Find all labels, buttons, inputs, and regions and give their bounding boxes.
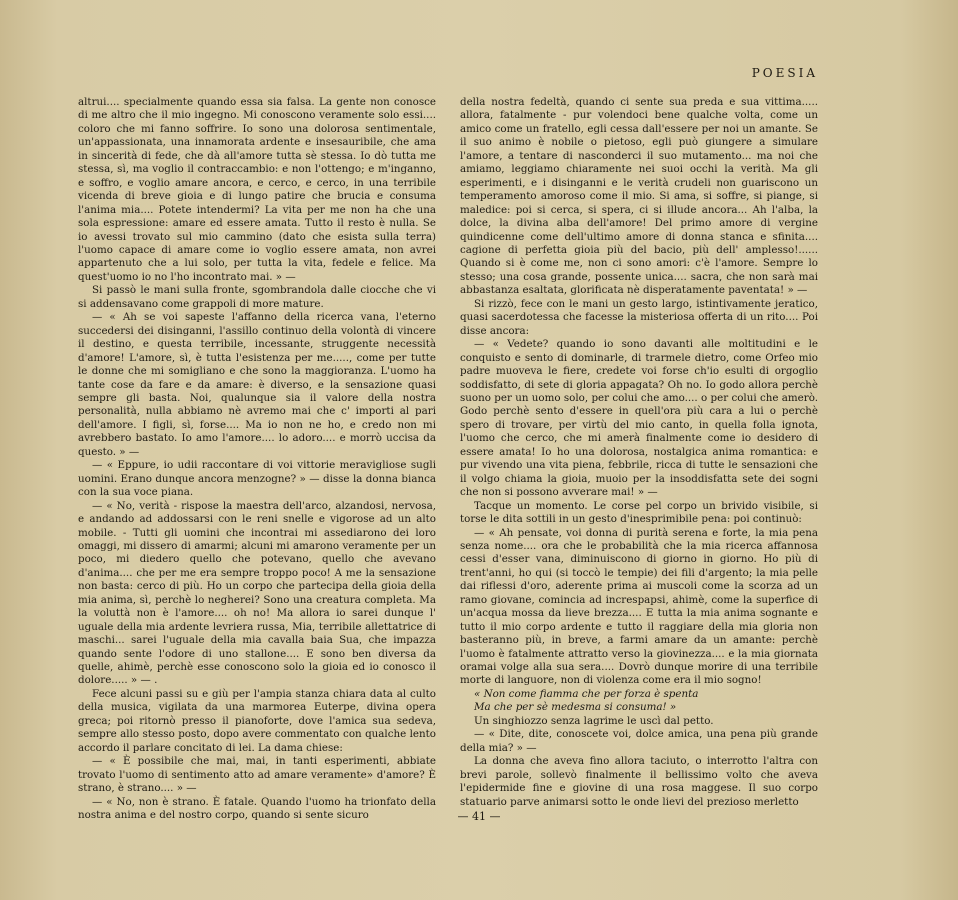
verse-line: Ma che per sè medesma si consuma! »: [474, 701, 677, 714]
paragraph: Tacque un momento. Le corse pel corpo un brivido visibile, si torse le dita sottili in un gesto d'inesprimibile pena: poi continuò:: [460, 499, 818, 526]
right-text-column: [460, 96, 818, 809]
paragraph: Un singhiozzo senza lagrime le uscì dal petto.: [474, 714, 714, 727]
paragraph: altrui.... specialmente quando essa sia falsa. La gente non conosce di me altro che il mio ingegno. Mi conoscono veramente solo essi.... coloro che mi fanno soffrire. Io sono una dolorosa sentimentale, un'appassionata, una innamorata ardente e insesauribile, che ama in sincerità di fede, che dà all'amore tutta sè stessa. Io dò tutta me stessa, sì, ma voglio il contraccambio: e non l'ottengo; e m'inganno, e soffro, e voglio amare ancora, e cerco, e cerco, in una terribile vicenda di breve gioia e di lungo patire che brucia e consuma l'anima mia.... Potete intendermi? La vita per me non ha che una sola espressione: amare ed essere amata. Tutto il resto è nulla. Se io avessi trovato sul mio cammino (dato che esista sulla terra) l'uomo capace di amare come io voglio essere amata, non avrei appartenuto che a lui solo, per tutta la vita, fedele e felice. Ma quest'uomo io no l'ho incontrato mai. » —: [78, 96, 436, 283]
paragraph: — « Vedete? quando io sono davanti alle moltitudini e le conquisto e sento di dominarle, di trarmele dietro, come Orfeo mio padre muoveva le fiere, credete voi forse ch'io esulti di orgoglio soddisfatto, di sete di gloria appagata? Oh no. Io godo allora perchè suono per un uomo solo, per colui che amo.... o per colui che amerò. Godo perchè sento d'essere in quell'ora più cara a lui o perchè spero di trovare, per virtù del mio canto, in quella folla ignota, l'uomo che cerco, che mi amerà finalmente come io desidero di essere amata! Io ho una dolorosa, nostalgica anima romantica: e pur vivendo una vita piena, febbrile, ricca di tutte le sensazioni che il volgo chiama la gioia, muoio per la insoddisfatta sete dei sogni che non si possono avverare mai! » —: [460, 338, 818, 499]
paragraph: Fece alcuni passi su e giù per l'ampia stanza chiara data al culto della musica, vigilata da una marmorea Euterpe, divina opera greca; poi ritornò presso il pianoforte, dove l'amica sua sedeva, sempre allo stesso posto, dopo avere commentato con qualche lento accordo il parlare concitato di lei. La dama chiese:: [78, 687, 436, 754]
left-text-column: [78, 96, 436, 822]
paragraph: — « È possibile che mai, mai, in tanti esperimenti, abbiate trovato l'uomo di sentimento atto ad amare veramente» d'amore? È strano, è strano.... » —: [78, 755, 436, 795]
verse-line: « Non come fiamma che per forza è spenta: [474, 687, 699, 700]
paragraph: — « Ah pensate, voi donna di purità serena e forte, la mia pena senza nome.... ora che le probabilità che la mia ricerca affannosa cessi d'esser vana, diminuiscono di giorno in giorno. Ho più di trent'anni, ho qui (si toccò le tempie) dei fili d'argento; la mia pelle dai riflessi d'oro, aderente prima ai muscoli come la scorza ad un ramo giovane, comincia ad increspарsi, ahimè, come la superfice di un'acqua mossa da lieve brezza.... E tutta la mia anima sognante e tutto il mio corpo ardente e tutto il raggiare della mia gloria non basteranno più, in breve, a farmi amare da un amante: perchè l'uomo è fatalmente attratto verso la giovinezza.... e la mia giornata oramai volge alla sua sera.... Dovrò dunque morire di una terribile morte di languore, non di violenza come era il mio sogno!: [460, 526, 818, 687]
paragraph: — « Dite, dite, conoscete voi, dolce amica, una pena più grande della mia? » —: [460, 728, 818, 754]
paragraph: — « No, non è strano. È fatale. Quando l'uomo ha trionfato della nostra anima e del nostro corpo, quando si sente sicuro: [78, 795, 436, 822]
paragraph: La donna che aveva fino allora taciuto, o interrotto l'altra con brevi parole, sollevò finalmente il bellissimo volto che aveva l'epidermide fine e giovine di una rosa maggese. Il suo corpo statuario parve animarsi sotto le onde lievi del prezioso merletto: [460, 755, 818, 808]
paragraph: — « Ah se voi sapeste l'affanno della ricerca vana, l'eterno succedersi dei disinganni, l'assillo continuo della volontà di vincere il destino, e questa terribile, incessante, struggente necessità d'amore! L'amore, sì, è tutta l'esistenza per me....., come per tutte le donne che mi somigliano e che sono la maggioranza. L'uomo ha tante cose da fare e da amare: è diverso, e la sensazione quasi sempre gli basta. Noi, qualunque sia il valore della nostra personalità, nulla abbiamo nè avremo mai che c' importi al pari dell'amore. I figli, sì, forse.... Ma io non ne ho, e credo non mi avrebbero bastato. Io amo l'amore.... lo adoro.... e morrò uccisa da questo. » —: [78, 311, 436, 458]
paragraph: Si rizzò, fece con le mani un gesto largo, istintivamente jeratico, quasi sacerdotessa che facesse la misteriosa offerta di un rito.... Poi disse ancora:: [460, 297, 818, 337]
paragraph: — « No, verità - rispose la maestra dell'arco, alzandosi, nervosa, e andando ad addossarsi con le reni snelle e vigorose ad un alto mobile. - Tutti gli uomini che incontrai mi assediarono dei loro omaggi, mi dissero di amarmi; alcuni mi amarono veramente per un poco, mi diedero quello che potevano, quello che avevano d'anima.... che per me era sempre troppo poco! A me la sensazione non basta: cerco di più. Ho un corpo che partecipa della gioia della mia anima, sì, perchè lo negherei? Sono una creatura completa. Ma la voluttà non è l'amore.... oh no! Ma allora io sarei dunque l' uguale della mia ardente levriera russa, Mia, terribile allettatrice di maschi... sarei l'uguale della mia cavalla baia Sua, che impazza quando sente l'odore di uno stallone.... E sono ben diversa da quelle, ahimè, perchè esse conoscono solo la gioia ed io conosco il dolore..... » — .: [78, 499, 436, 687]
running-header: POESIA: [751, 66, 818, 80]
paragraph: — « Eppure, io udii raccontare di voi vittorie meravigliose sugli uomini. Erano dunque ancora menzogne? » — disse la donna bianca con la sua voce piana.: [78, 459, 436, 499]
paragraph: della nostra fedeltà, quando ci sente sua preda e sua vittima..... allora, fatalmente - pur volendoci bene qualche volta, come un amico come un fratello, egli cessa dall'essere per noi un amante. Se il suo animo è nobile o pietoso, egli può giungere a simulare l'amore, a tentare di nasconderci il suo mutamento... ma noi che amiamo, leggiamo chiaramente nei suoi occhi la verità. Ma gli esperimenti, e i disinganni e le verità crudeli non guariscono un temperamento amoroso come il mio. Si ama, si soffre, si piange, si maledice: poi si cerca, si spera, ci si illude ancora... Ah l'alba, la dolce, la divina alba dell'amore! Del primo amore di vergine quindicenne come dell'ultimo amore di donna stanca e sfinita.... cagione di perfetta gioia più del bacio, più dell' amplesso!...... Quando si è come me, non ci sono amori: c'è l'amore. Sempre lo stesso; una cosa grande, possente unica.... sacra, che non sarà mai abbastanza esaltata, glorificata nè disperatamente paventata! » —: [460, 96, 818, 297]
paragraph: Si passò le mani sulla fronte, sgombrandola dalle ciocche che vi si addensavano come grappoli di more mature.: [78, 284, 436, 310]
page-number: — 41 —: [457, 810, 501, 823]
